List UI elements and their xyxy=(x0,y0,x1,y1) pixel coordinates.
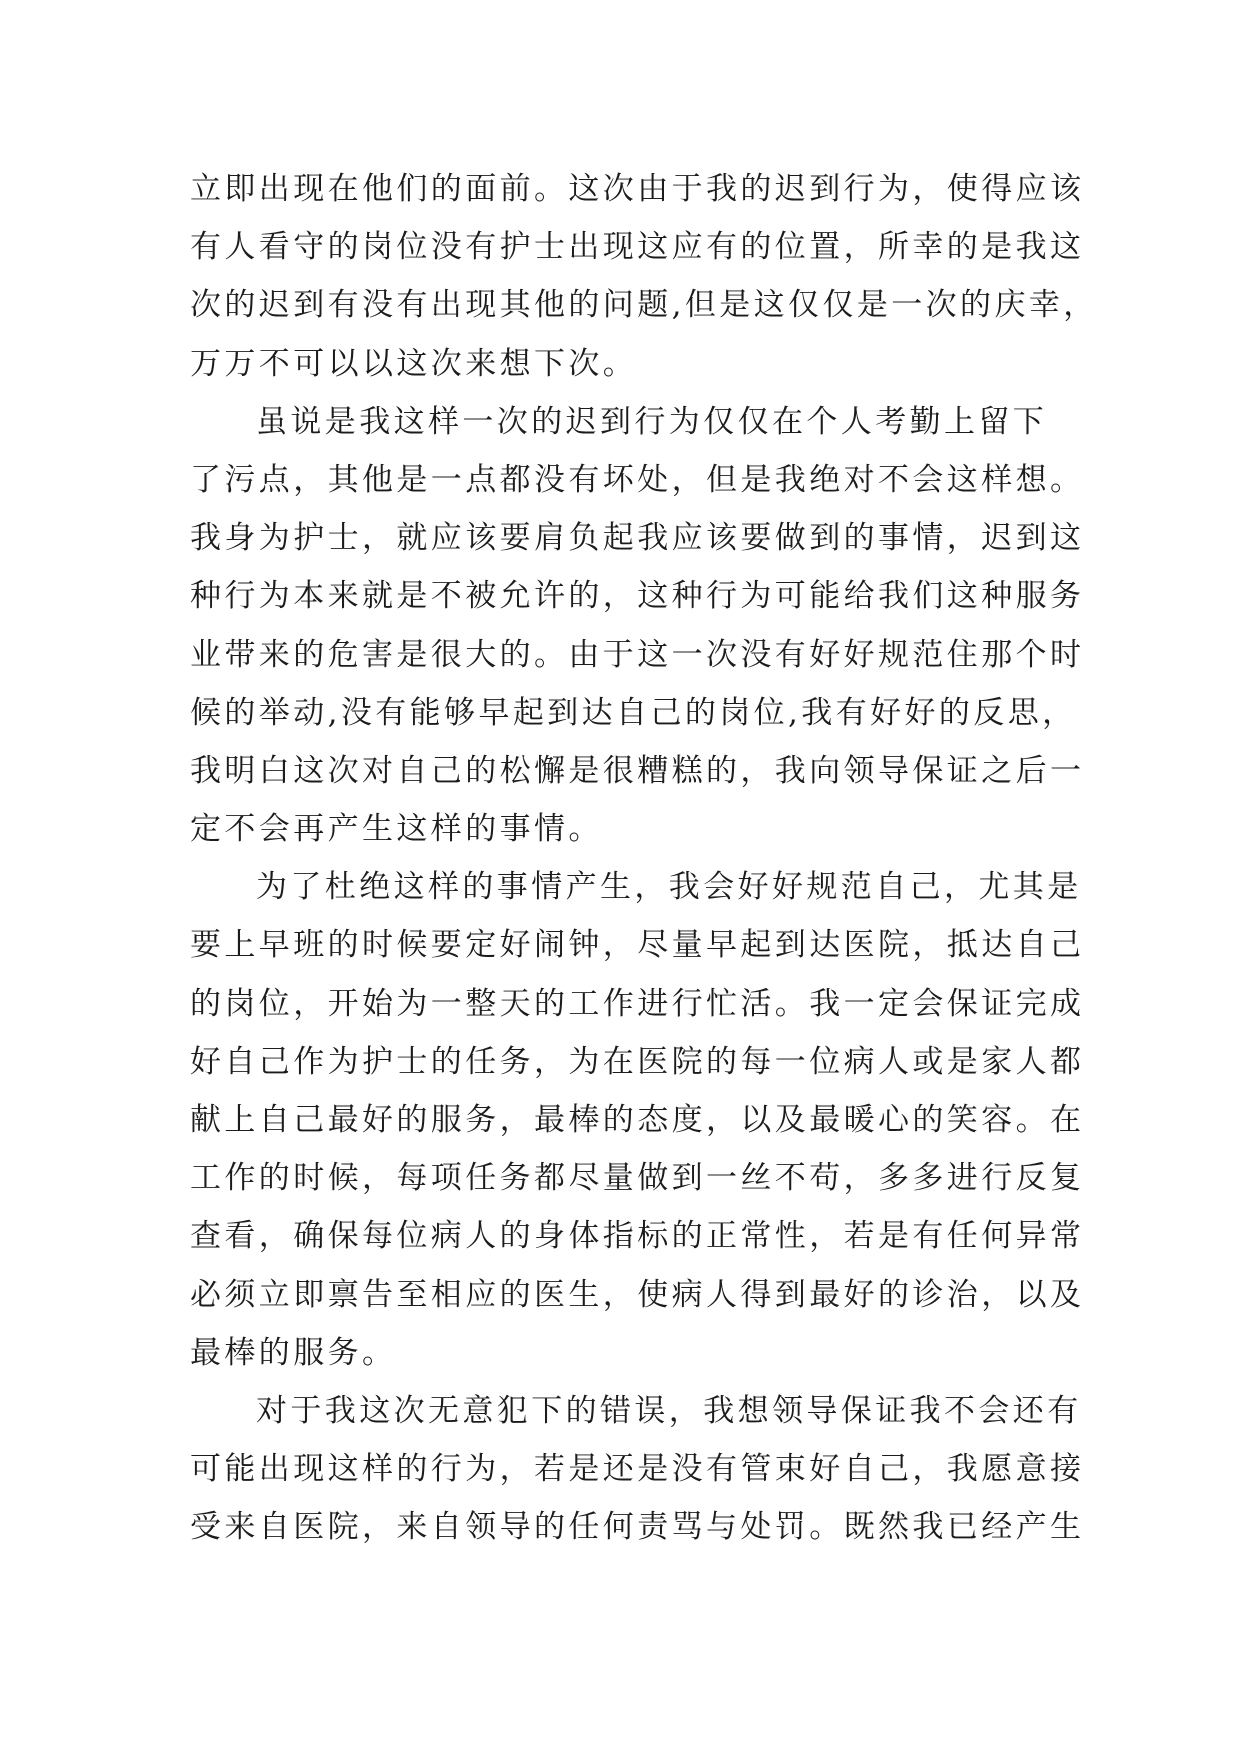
text-line: 定不会再产生这样的事情。 xyxy=(190,811,603,848)
paragraph-start-line: 为了杜绝这样的事情产生，我会好好规范自己，尤其是 xyxy=(256,869,1082,906)
text-line: 查看，确保每位病人的身体指标的正常性，若是有任何异常 xyxy=(190,1218,1085,1255)
text-line: 候的举动,没有能够早起到达自己的岗位,我有好好的反思， xyxy=(190,694,1077,731)
text-line: 工作的时候，每项任务都尽量做到一丝不苟，多多进行反复 xyxy=(190,1160,1085,1197)
text-line: 万万不可以以这次来想下次。 xyxy=(190,345,638,382)
text-line: 有人看守的岗位没有护士出现这应有的位置，所幸的是我这 xyxy=(190,229,1085,266)
text-line: 了污点，其他是一点都没有坏处，但是我绝对不会这样想。 xyxy=(190,461,1085,498)
text-line: 我明白这次对自己的松懈是很糟糕的，我向领导保证之后一 xyxy=(190,752,1085,789)
body-text xyxy=(190,160,1098,1557)
text-line: 必须立即禀告至相应的医生，使病人得到最好的诊治，以及 xyxy=(190,1276,1085,1313)
text-line: 受来自医院，来自领导的任何责骂与处罚。既然我已经产生 xyxy=(190,1509,1085,1546)
paragraph-start-line: 对于我这次无意犯下的错误，我想领导保证我不会还有 xyxy=(256,1392,1082,1429)
text-line: 立即出现在他们的面前。这次由于我的迟到行为，使得应该 xyxy=(190,171,1085,207)
text-line: 业带来的危害是很大的。由于这一次没有好好规范住那个时 xyxy=(190,636,1085,673)
text-line: 可能出现这样的行为，若是还是没有管束好自己，我愿意接 xyxy=(190,1451,1085,1488)
text-line: 次的迟到有没有出现其他的问题,但是这仅仅是一次的庆幸， xyxy=(190,287,1098,324)
text-line: 要上早班的时候要定好闹钟，尽量早起到达医院，抵达自己 xyxy=(190,927,1085,964)
text-line: 献上自己最好的服务，最棒的态度，以及最暖心的笑容。在 xyxy=(190,1102,1085,1138)
text-line: 我身为护士，就应该要肩负起我应该要做到的事情，迟到这 xyxy=(190,520,1085,557)
text-line: 的岗位，开始为一整天的工作进行忙活。我一定会保证完成 xyxy=(190,985,1085,1022)
paragraph-start-line: 虽说是我这样一次的迟到行为仅仅在个人考勤上留下 xyxy=(256,403,1048,440)
text-line: 最棒的服务。 xyxy=(190,1334,397,1371)
text-line: 好自己作为护士的任务，为在医院的每一位病人或是家人都 xyxy=(190,1043,1085,1080)
text-line: 种行为本来就是不被允许的，这种行为可能给我们这种服务 xyxy=(190,578,1085,615)
